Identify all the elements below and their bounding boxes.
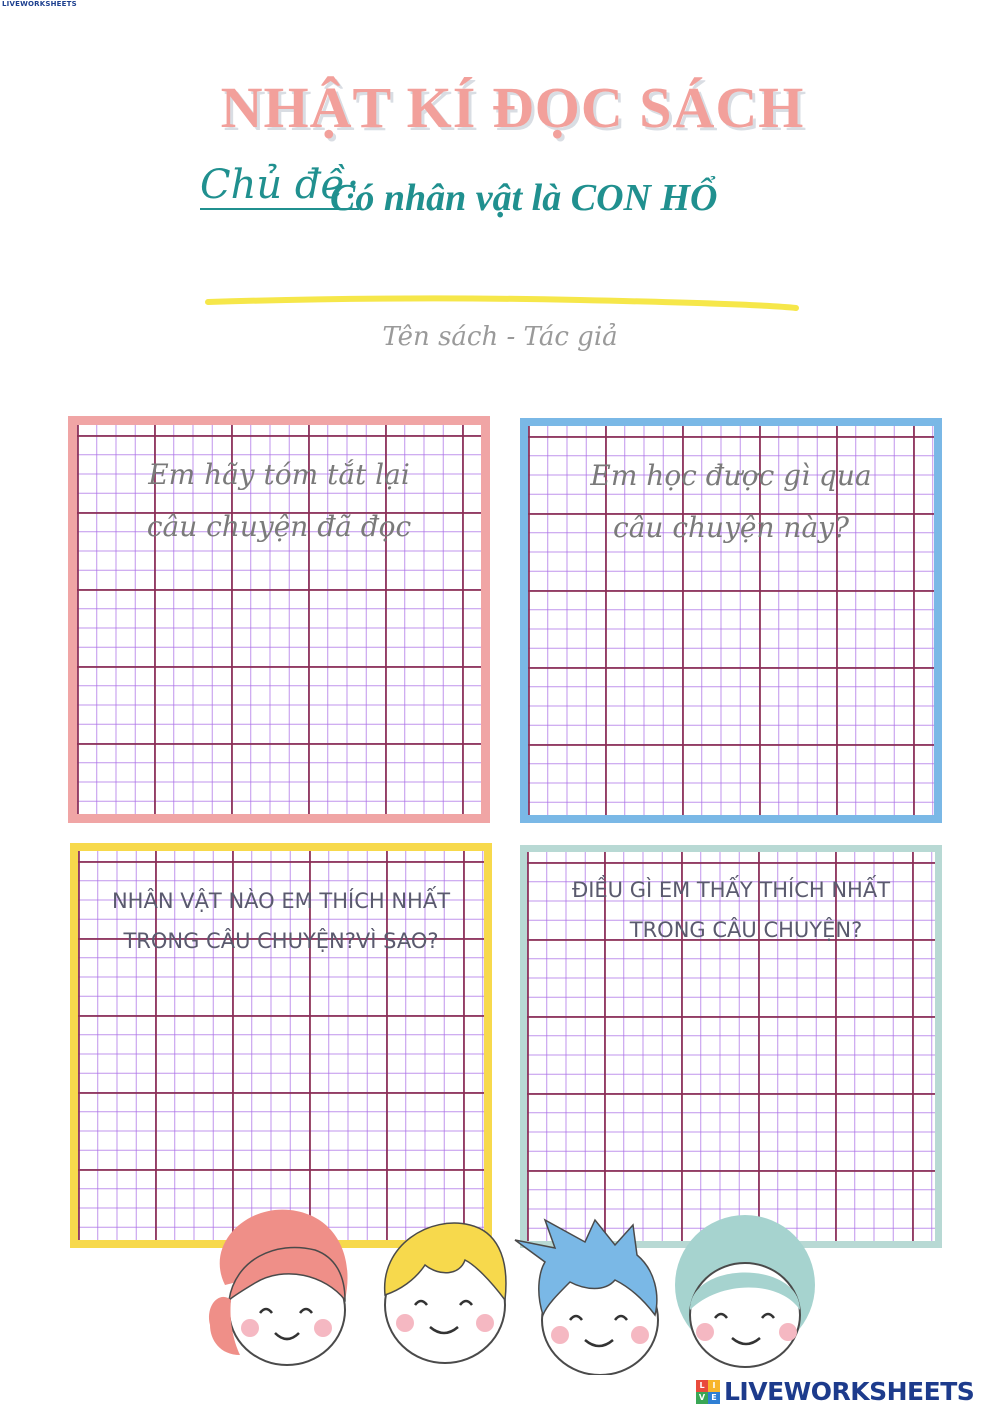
favorite-part-prompt — [527, 870, 935, 950]
favorite-part-prompt-line-2: TRONG CÂU CHUYỆN? — [629, 918, 863, 942]
yellow-hair-face-icon — [385, 1223, 506, 1363]
mark-letter-l: L — [696, 1380, 708, 1392]
favorite-character-prompt — [78, 881, 484, 961]
page-title: NHẬT KÍ ĐỌC SÁCH — [220, 75, 805, 140]
mark-letter-v: V — [696, 1392, 708, 1404]
summary-prompt — [77, 449, 481, 553]
favorite-character-prompt-line-2: TRONG CÂU CHUYỆN?VÌ SAO? — [123, 929, 439, 953]
lesson-prompt-line-2: câu chuyện này? — [613, 511, 849, 544]
footer-logo-text: LIVEWORKSHEETS — [724, 1377, 975, 1406]
lesson-prompt-line-1: Em học được gì qua — [590, 459, 872, 492]
lesson-box[interactable] — [520, 418, 942, 823]
book-author-label: Tên sách - Tác giả — [382, 322, 618, 352]
summary-prompt-line-2: câu chuyện đã đọc — [146, 510, 412, 543]
book-name-underline — [200, 290, 800, 320]
summary-box[interactable] — [68, 416, 490, 823]
red-hair-face-icon — [209, 1210, 348, 1365]
liveworksheets-mark-icon — [696, 1380, 720, 1404]
theme-label: Chủ đề: — [200, 162, 359, 208]
top-liveworksheets-logo: LIVEWORKSHEETS — [2, 0, 77, 8]
children-faces — [195, 1200, 835, 1375]
summary-prompt-line-1: Em hãy tóm tắt lại — [148, 458, 410, 491]
favorite-character-prompt-line-1: NHÂN VẬT NÀO EM THÍCH NHẤT — [111, 889, 451, 913]
favorite-character-box[interactable] — [70, 843, 492, 1248]
footer-liveworksheets-logo — [696, 1377, 974, 1406]
favorite-part-box[interactable] — [520, 845, 942, 1248]
theme-value: Có nhân vật là CON HỔ — [330, 177, 718, 219]
mark-letter-i: I — [708, 1380, 720, 1392]
favorite-part-prompt-line-1: ĐIỀU GÌ EM THẤY THÍCH NHẤT — [571, 878, 891, 902]
blue-hair-face-icon — [515, 1220, 658, 1375]
mark-letter-e: E — [708, 1392, 720, 1404]
lesson-prompt — [528, 450, 934, 554]
teal-hair-face-icon — [675, 1215, 815, 1367]
